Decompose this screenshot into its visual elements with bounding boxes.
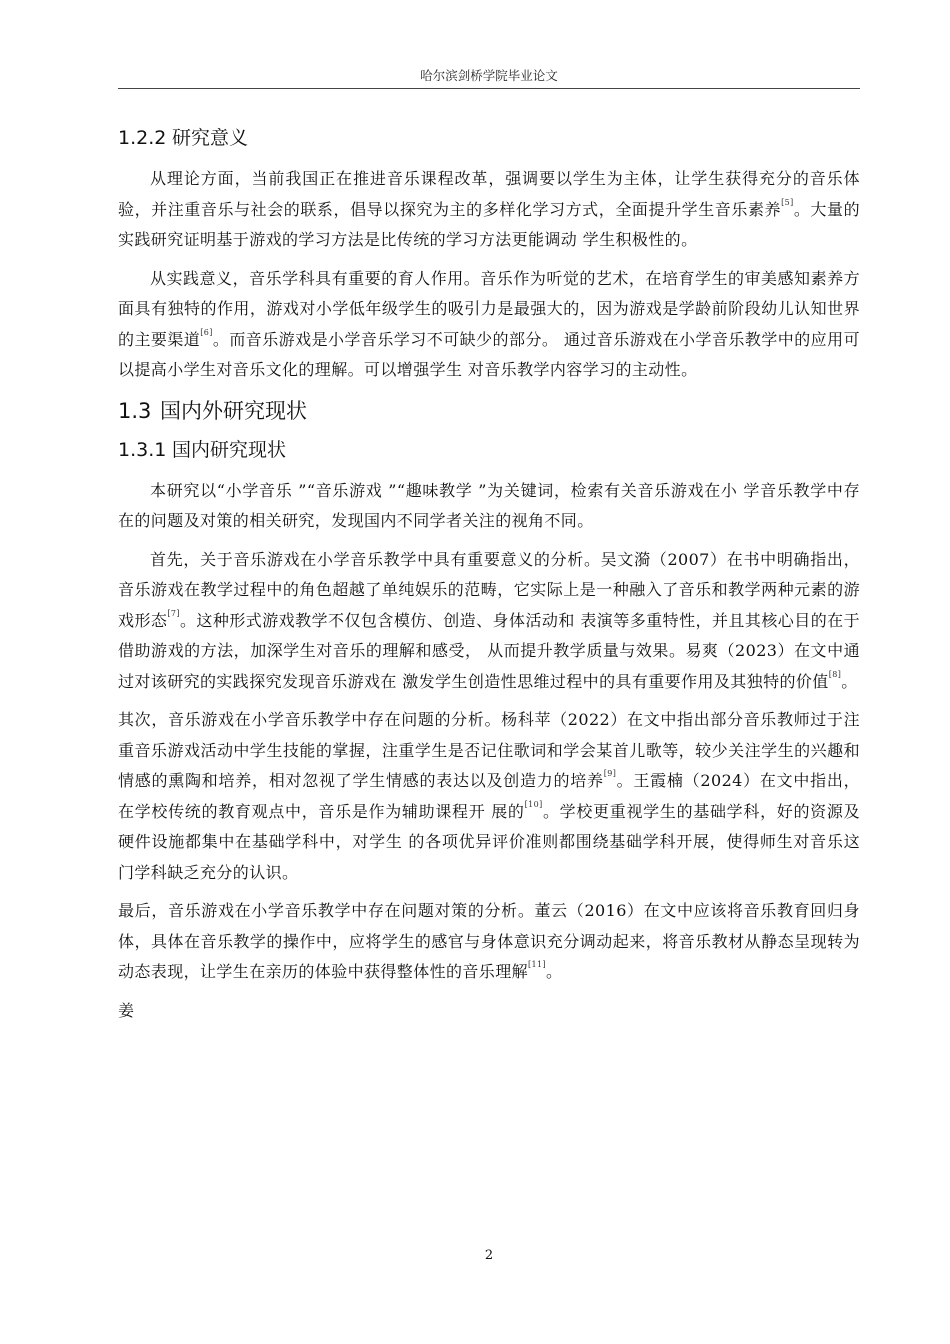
heading-1-3-1 [118,436,860,464]
heading-title: 研究意义 [172,127,249,149]
citation: [11] [528,960,547,969]
citation: [10] [524,799,543,809]
citation: [8] [828,669,842,679]
heading-title: 国内研究现状 [172,438,287,461]
paragraph-text: 从理论方面，当前我国正在推进音乐课程改革，强调要以学生为主体，让学生获得充分的音乐体验，并注重音乐与社会的联系，倡导以探究为主的多样化学习方式，全面提升学生音乐素养 [118,169,860,219]
paragraph-countermeasures [118,896,860,988]
paragraph-text: 首先，关于音乐游戏在小学音乐教学中具有重要意义的分析。吴文漪（2007）在书中明确指出，音乐游戏在教学过程中的角色超越了单纯娱乐的范畴，它实际上是一种融入了音乐和教学两种元素的游戏形态 [118,549,860,630]
paragraph-text: 。 [841,671,858,691]
heading-1-3 [118,394,860,428]
paragraph-text: 从实践意义，音乐学科具有重要的育人作用。音乐作为听觉的艺术，在培育学生的审美感知素养方面具有独特的作用，游戏对小学低年级学生的吸引力是最强大的，因为游戏是学龄前阶段幼儿认知世界的主要渠道 [118,268,860,349]
heading-number: 1.3 [118,398,152,423]
paragraph-fragment: 姜 [118,1000,135,1020]
paragraph-text: 。王霞楠（2024）在文中指出，在学校传统的教育观点中，音乐是作为辅助课程开 展的 [118,771,860,821]
paragraph-theory [118,164,860,256]
paragraph-text: 。这种形式游戏教学不仅包含模仿、创造、身体活动和 表演等多重特性，并且其核心目的在于借助游戏的方法，加深学生对音乐的理解和感受， 从而提升教学质量与效果。易爽（2023）在文中通过对该研究的实践探究发现音乐游戏在 激发学生创造性思维过程中的具有重要作用及其独特的价值 [118,610,860,691]
page-header: 哈尔滨剑桥学院毕业论文 [420,68,558,83]
paragraph-text: 。大量的实践研究证明基于游戏的学习方法是比传统的学习方法更能调动 学生积极性的。 [118,199,860,249]
citation: [5] [781,197,794,207]
heading-number: 1.3.1 [118,438,167,461]
paragraph-text: 其次，音乐游戏在小学音乐教学中存在问题的分析。杨科苹（2022）在文中指出部分音乐教师过于注重音乐游戏活动中学生技能的掌握，注重学生是否记住歌词和学会某首儿歌等，较少关注学生的兴趣和情感的熏陶和培养，相对忽视了学生情感的表达以及创造力的培养 [118,710,860,790]
header-rule [118,88,860,89]
paragraph-practice [118,264,860,386]
heading-number: 1.2.2 [118,127,167,149]
paragraph-problems [118,705,860,888]
citation: [9] [603,769,617,778]
paragraph-keywords: 本研究以“小学音乐 ”“音乐游戏 ”“趣味教学 ”为关键词，检索有关音乐游戏在小 学音乐教学中存在的问题及对策的相关研究，发现国内不同学者关注的视角不同。 [118,480,860,530]
heading-title: 国内外研究现状 [160,398,307,423]
page-number: 2 [484,1248,494,1263]
paragraph-text: 最后，音乐游戏在小学音乐教学中存在问题对策的分析。董云（2016）在文中应该将音乐教育回归身体，具体在音乐教学的操作中，应将学生的感官与身体意识充分调动起来，将音乐教材从静态呈现转为动态表现，让学生在亲历的体验中获得整体性的音乐理解 [118,901,860,981]
citation: [6] [200,327,213,337]
paragraph-significance [118,545,860,698]
citation: [7] [167,608,180,618]
paragraph-text: 。而音乐游戏是小学音乐学习不可缺少的部分。 通过音乐游戏在小学音乐教学中的应用可以提高小学生对音乐文化的理解。可以增强学生 对音乐教学内容学习的主动性。 [118,329,860,379]
page-body [118,124,860,1034]
paragraph-text: 。 [546,962,563,981]
paragraph-text: 。学校更重视学生的基础学科，好的资源及硬件设施都集中在基础学科中，对学生 的各项优异评价准则都围绕基础学科开展，使得师生对音乐这门学科缺乏充分的认识。 [118,801,860,882]
heading-1-2-2 [118,124,860,152]
